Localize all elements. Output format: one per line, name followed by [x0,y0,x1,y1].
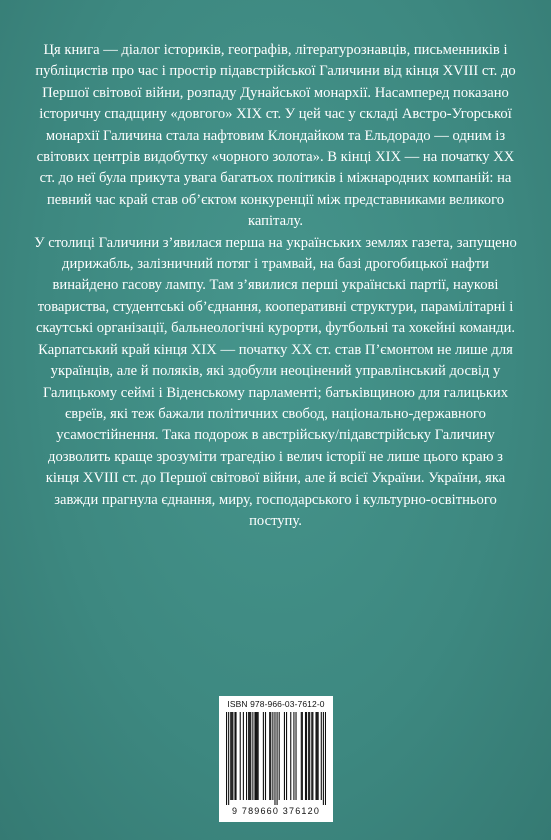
barcode-bar [265,712,266,800]
barcode-bar [302,712,303,800]
barcode-bar [312,712,313,800]
barcode-bar [286,712,287,800]
barcode-bar [235,712,236,800]
barcode-bar [279,712,280,800]
barcode-bar [305,712,306,800]
barcode-bar [270,712,271,800]
blurb-paragraph-2: У столиці Галичини з’явилася перша на українських землях газета, запущено дирижабль, залізничний потяг і трамвай, на базі дрогобицької нафти винайдено гасову лампу. Там з’явилися перші українські партії, наукові товариства, студентські об’єднання, кооперативні структури, парамілітарні і скаутські організації, бальнеологічні курорти, футбольні та хокейні команди. Карпатський край кінця XIX — початку XX ст. став П’ємонтом не лише для українців, але й поляків, які здобули неоцінений управлінський досвід у Галицькому сеймі і Віденському парламенті; батьківщиною для галицьких євреїв, які теж бажали політичних свобод, національно-державного усамостійнення. Така подорож в австрійську/підавстрійську Галичину дозволить краще зрозуміти трагедію і велич історії не лише цього краю з кінця XVIII ст. до Першої світової війни, але й всієї України. України, яка завжди прагнула єднання, миру, господарського і культурно-освітнього поступу. [34,234,517,529]
barcode-bar [311,712,312,800]
barcode-bar [232,712,233,800]
barcode-bar [249,712,250,800]
barcode-bar [252,712,253,800]
barcode-bar [269,712,270,800]
barcode-bar [248,712,249,800]
isbn-barcode [219,696,333,822]
barcode-bar [274,712,275,805]
barcode-bar [323,712,324,805]
barcode-bar [240,712,241,800]
barcode-bar [317,712,318,800]
cover-blurb [30,40,521,532]
barcode-bar [258,712,259,800]
isbn-label: ISBN 978-966-03-7612-0 [227,699,325,709]
barcode-bar [230,712,231,800]
barcode-bar [290,712,291,800]
barcode-bar [293,712,294,800]
barcode-bar [226,712,227,805]
barcode-bar [321,712,322,800]
barcode-bar [255,712,256,800]
barcode-bar [250,712,251,800]
barcode-bar [257,712,258,800]
barcode-bar [318,712,319,800]
barcode-bar [263,712,264,800]
barcode-bar [234,712,235,800]
blurb-paragraph-1: Ця книга — діалог істориків, географів, літературознавців, письменників і публіцистів про час і простір підавстрійської Галичини від кінця XVIII ст. до Першої світової війни, розпаду Дунайської монархії. Насамперед показано історичну спадщину «довгого» XIX ст. У цей час у складі Австро-Угорської монархії Галичина стала нафтовим Клондайком та Ельдорадо — одним із світових центрів видобутку «чорного золота». В кінці XIX — на початку XX ст. до неї була прикута увага багатьох політиків і міжнародних компаній: на певний час край став об’єктом конкуренції між представниками великого капіталу. [35,42,516,230]
barcode-bar [295,712,296,800]
barcode-bar [243,712,244,800]
barcode-bar [246,712,247,800]
barcode-bar [284,712,285,800]
barcode-bar [309,712,310,800]
barcode-bar [228,712,229,805]
barcode-bar [272,712,273,800]
barcode-bars [226,712,326,805]
barcode-bar [306,712,307,800]
barcode-bar [254,712,255,800]
barcode-bar [308,712,309,800]
barcode-bar [277,712,278,805]
barcode-bar [315,712,316,800]
ean-digits: 9 789660 376120 [231,806,321,816]
barcode-bar [301,712,302,800]
barcode-bar [325,712,326,805]
barcode-bar [231,712,232,800]
